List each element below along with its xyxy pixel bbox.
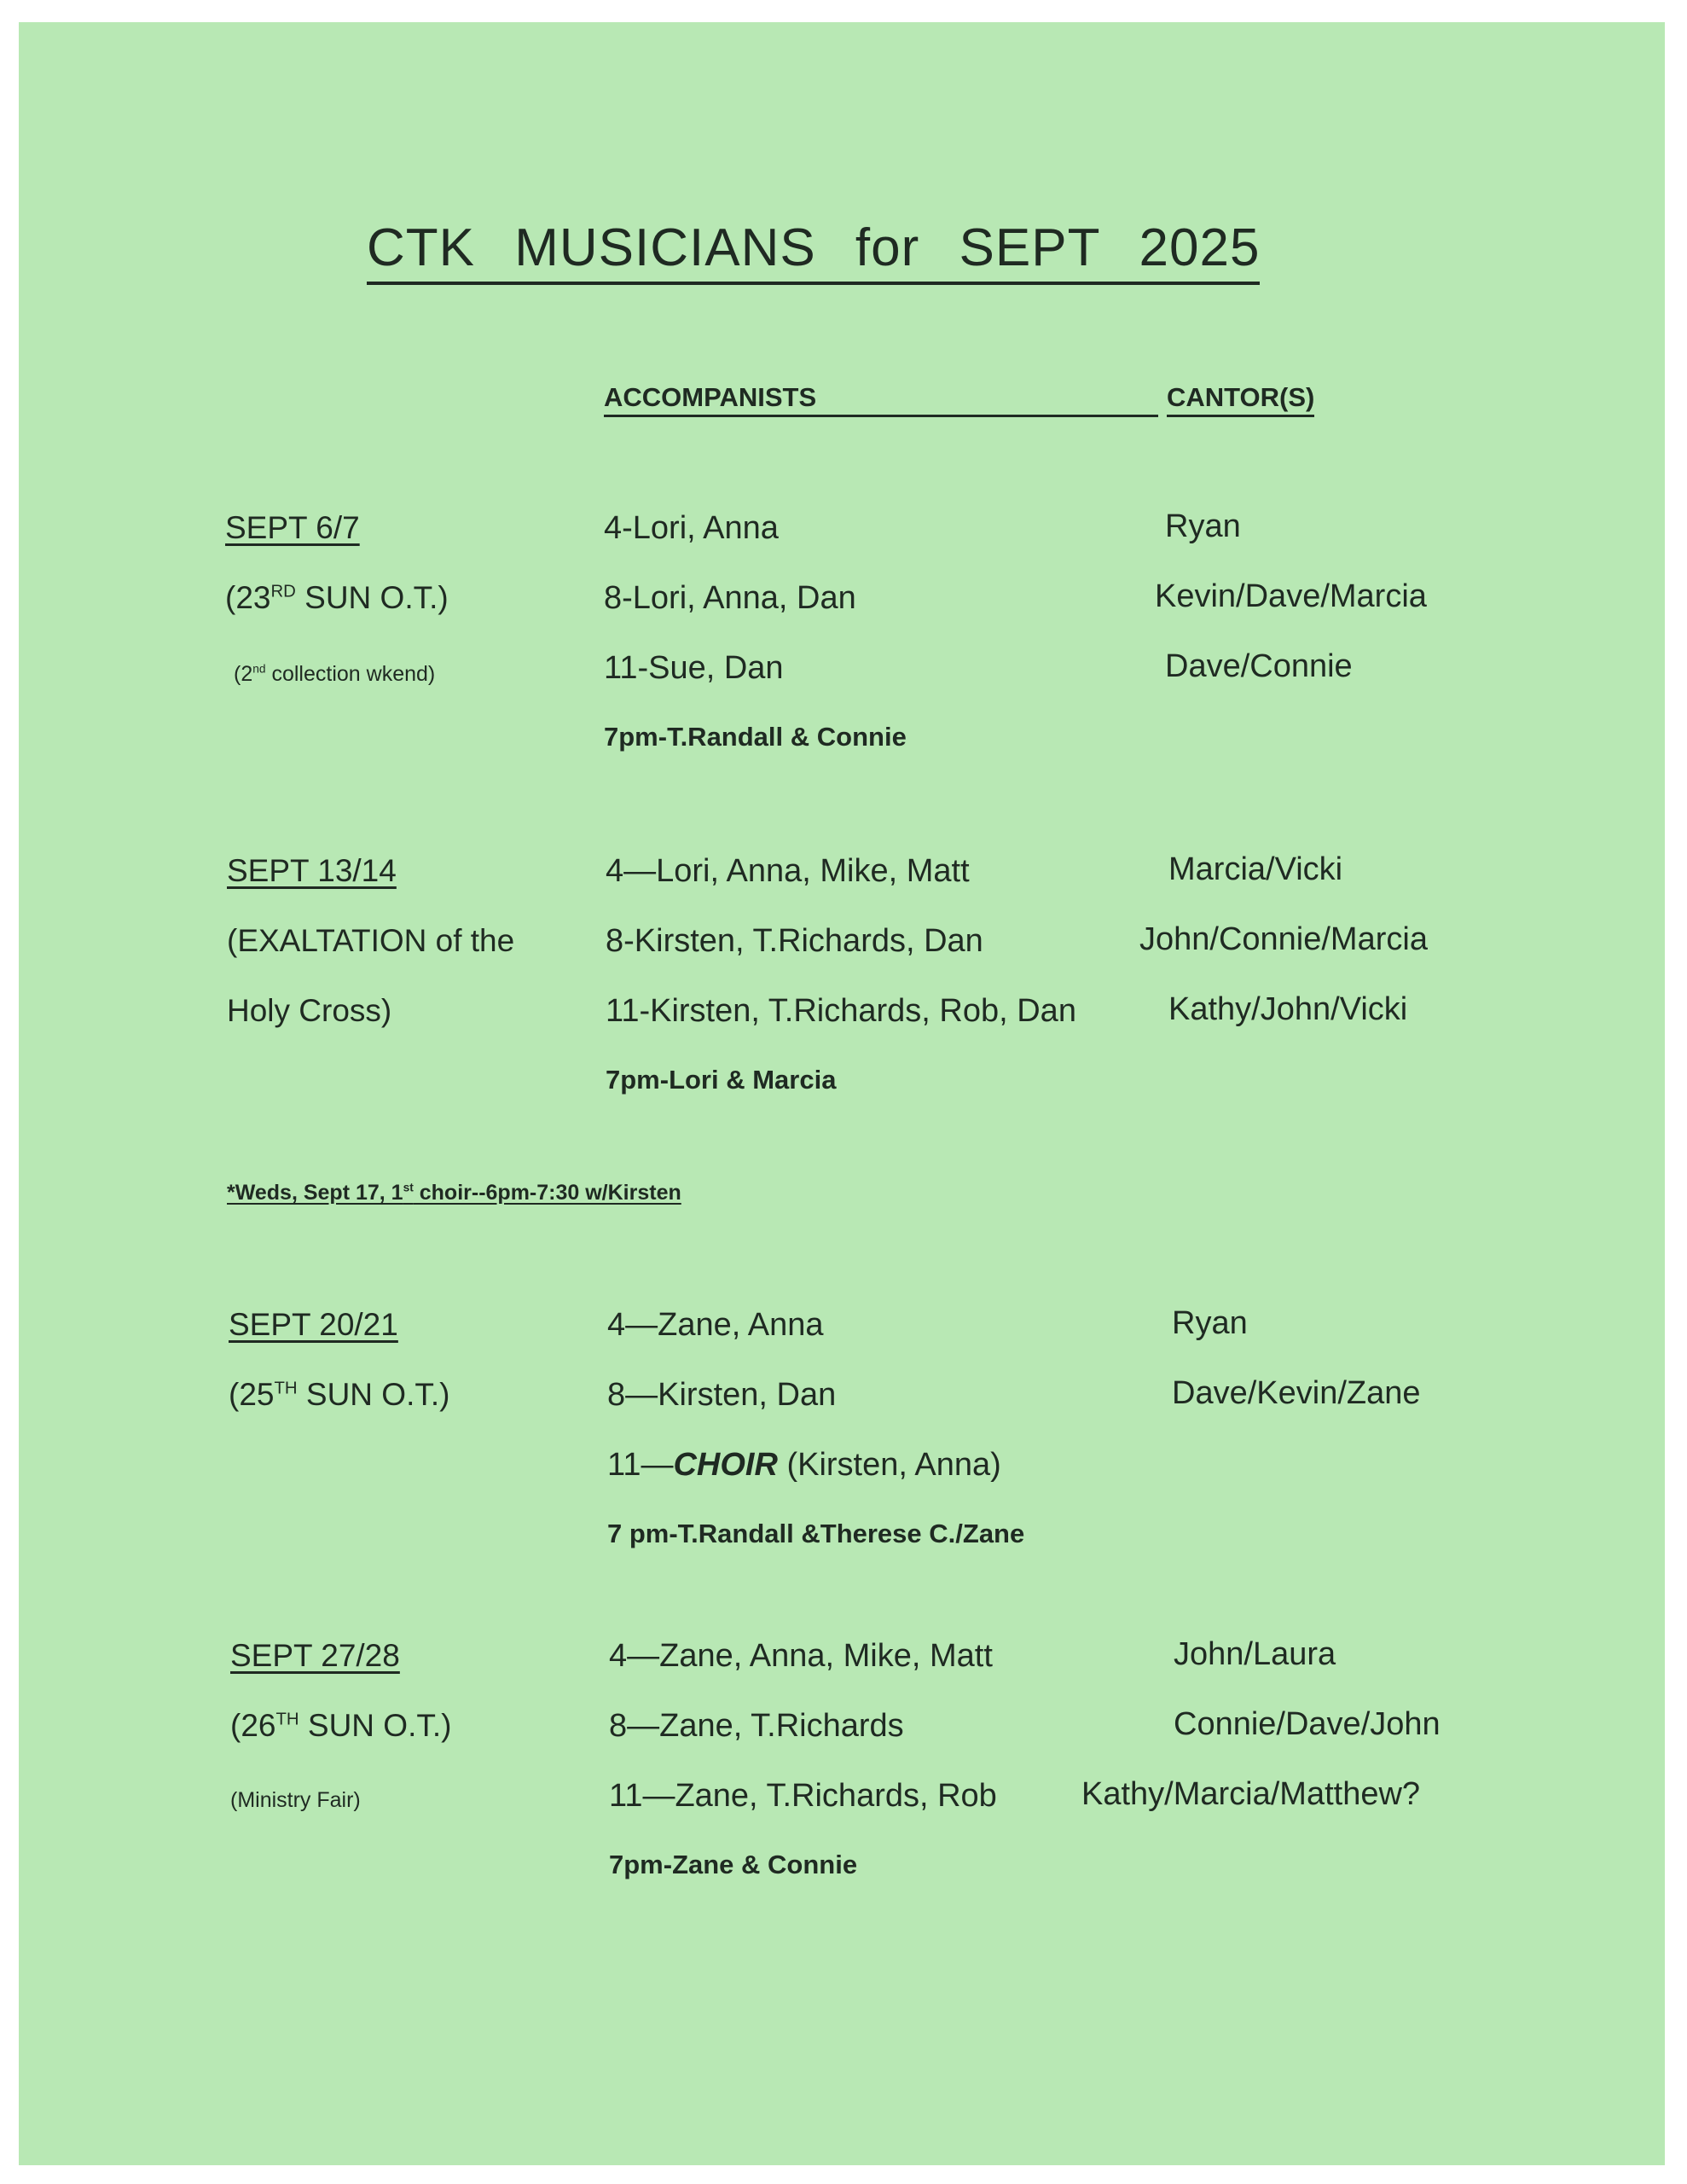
evening-mass: 7pm-Zane & Connie	[609, 1850, 858, 1879]
mass-accompanists: 4—Zane, Anna, Mike, Matt	[609, 1638, 993, 1674]
weekend-occasion: (26TH SUN O.T.)	[230, 1708, 452, 1743]
mass-cantors: Marcia/Vicki	[1168, 851, 1343, 887]
weekend-note: (Ministry Fair)	[230, 1788, 361, 1812]
mass-cantors: Dave/Kevin/Zane	[1172, 1375, 1421, 1411]
mass-accompanists: 8-Lori, Anna, Dan	[604, 580, 856, 616]
choir-label: CHOIR	[673, 1447, 778, 1483]
weekend-occasion: (23RD SUN O.T.)	[225, 580, 449, 615]
mass-accompanists: 4—Lori, Anna, Mike, Matt	[606, 853, 970, 889]
evening-mass: 7 pm-T.Randall &Therese C./Zane	[607, 1519, 1025, 1548]
choir-rehearsal-note: *Weds, Sept 17, 1st choir--6pm-7:30 w/Kirsten	[227, 1181, 681, 1205]
mass-cantors: Dave/Connie	[1165, 648, 1353, 684]
weekend-date: SEPT 20/21	[229, 1307, 398, 1342]
mass-accompanists: 4-Lori, Anna	[604, 510, 779, 546]
mass-cantors: Ryan	[1165, 508, 1241, 544]
mass-accompanists: 8—Zane, T.Richards	[609, 1708, 904, 1744]
mass-accompanists: 4—Zane, Anna	[607, 1307, 824, 1343]
mass-cantors: Kathy/John/Vicki	[1168, 991, 1408, 1027]
weekend-occasion: (25TH SUN O.T.)	[229, 1377, 450, 1412]
mass-accompanists: 11—Zane, T.Richards, Rob	[609, 1778, 997, 1814]
mass-accompanists: 11-Kirsten, T.Richards, Rob, Dan	[606, 993, 1076, 1029]
mass-cantors: John/Connie/Marcia	[1139, 921, 1428, 957]
cantors-header: CANTOR(S)	[1167, 382, 1314, 417]
mass-cantors: Ryan	[1172, 1305, 1248, 1341]
weekend-date: SEPT 6/7	[225, 510, 360, 545]
mass-accompanists: 8—Kirsten, Dan	[607, 1377, 837, 1413]
mass-accompanists: 11—CHOIR (Kirsten, Anna)	[607, 1447, 1001, 1483]
weekend-occasion: Holy Cross)	[227, 993, 392, 1028]
weekend-date: SEPT 27/28	[230, 1638, 400, 1673]
accompanists-header: ACCOMPANISTS	[604, 382, 1158, 417]
mass-accompanists: 8-Kirsten, T.Richards, Dan	[606, 923, 983, 959]
mass-cantors: Kevin/Dave/Marcia	[1155, 578, 1427, 614]
page-title: CTK MUSICIANS for SEPT 2025	[367, 218, 1260, 285]
mass-accompanists: 11-Sue, Dan	[604, 650, 784, 686]
mass-cantors: Connie/Dave/John	[1174, 1706, 1441, 1742]
green-sheet	[19, 22, 1665, 2165]
weekend-occasion: (EXALTATION of the	[227, 923, 515, 958]
mass-cantors: John/Laura	[1174, 1636, 1336, 1672]
evening-mass: 7pm-Lori & Marcia	[606, 1065, 837, 1095]
weekend-note: (2nd collection wkend)	[234, 662, 436, 686]
mass-cantors: Kathy/Marcia/Matthew?	[1081, 1776, 1421, 1812]
weekend-date: SEPT 13/14	[227, 853, 397, 888]
evening-mass: 7pm-T.Randall & Connie	[604, 722, 907, 752]
